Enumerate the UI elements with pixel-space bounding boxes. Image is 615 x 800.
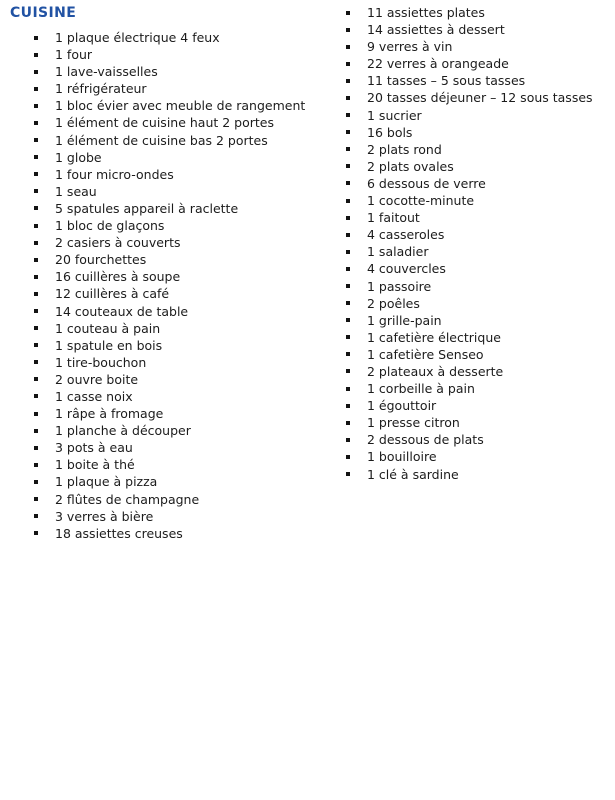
list-item [322,4,612,21]
item-label: 1 bloc évier avec meuble de rangement [55,98,306,114]
item-label: 1 couteau à pain [55,320,161,336]
item-label: 1 faitout [367,210,420,226]
list-item [10,439,325,456]
list-item [322,141,612,158]
list-item [322,431,612,448]
item-label: 16 bols [367,124,413,140]
list-item [10,422,325,439]
inventory-list-left [10,29,325,542]
list-item [322,329,612,346]
item-label: 5 spatules appareil à raclette [55,200,239,216]
square-bullet-icon [346,147,350,151]
item-label: 2 plateaux à desserte [367,363,504,379]
item-label: 1 corbeille à pain [367,381,475,397]
item-label: 2 plats rond [367,141,442,157]
square-bullet-icon [34,377,38,381]
square-bullet-icon [34,446,38,450]
item-label: 14 couteaux de table [55,303,189,319]
list-item [10,268,325,285]
square-bullet-icon [34,275,38,279]
item-label: 14 assiettes à dessert [367,22,505,38]
item-label: 1 élément de cuisine bas 2 portes [55,132,268,148]
list-item [10,303,325,320]
list-item [10,149,325,166]
item-label: 1 cafetière Senseo [367,346,484,362]
item-label: 6 dessous de verre [367,175,486,191]
square-bullet-icon [34,514,38,518]
square-bullet-icon [346,233,350,237]
item-label: 1 lave-vaisselles [55,64,158,80]
square-bullet-icon [346,79,350,83]
item-label: 1 tire-bouchon [55,354,147,370]
list-item [322,278,612,295]
inventory-list-right [322,4,612,483]
list-item [322,124,612,141]
square-bullet-icon [34,121,38,125]
list-item [322,55,612,72]
square-bullet-icon [346,130,350,134]
list-item [10,371,325,388]
list-item [10,491,325,508]
square-bullet-icon [34,360,38,364]
list-item [322,72,612,89]
square-bullet-icon [346,164,350,168]
item-label: 1 clé à sardine [367,466,459,482]
square-bullet-icon [34,531,38,535]
item-label: 11 assiettes plates [367,5,485,20]
item-label: 2 dessous de plats [367,432,484,448]
square-bullet-icon [34,343,38,347]
list-item [322,175,612,192]
square-bullet-icon [346,199,350,203]
list-item [10,508,325,525]
square-bullet-icon [346,11,350,15]
item-label: 3 pots à eau [55,440,133,456]
item-label: 20 tasses déjeuner – 12 sous tasses [367,90,593,106]
list-item [10,525,325,542]
square-bullet-icon [34,497,38,501]
item-label: 1 casse noix [55,388,133,404]
square-bullet-icon [34,224,38,228]
item-label: 1 élément de cuisine haut 2 portes [55,115,275,131]
list-item [10,63,325,80]
list-item [322,397,612,414]
square-bullet-icon [34,87,38,91]
column-left [10,4,325,542]
list-item [322,466,612,483]
list-item [10,29,325,46]
list-item [10,337,325,354]
square-bullet-icon [346,181,350,185]
item-label: 2 flûtes de champagne [55,491,200,507]
item-label: 1 réfrigérateur [55,81,147,97]
list-item [10,473,325,490]
item-label: 12 cuillères à café [55,286,170,302]
square-bullet-icon [34,241,38,245]
list-item [322,260,612,277]
list-item [10,405,325,422]
square-bullet-icon [34,155,38,159]
list-item [10,354,325,371]
item-label: 1 égouttoir [367,398,437,414]
square-bullet-icon [346,455,350,459]
square-bullet-icon [346,62,350,66]
list-item [10,217,325,234]
item-label: 1 passoire [367,278,432,294]
item-label: 2 plats ovales [367,158,454,174]
square-bullet-icon [34,412,38,416]
item-label: 1 bouilloire [367,449,437,465]
square-bullet-icon [346,301,350,305]
square-bullet-icon [346,250,350,254]
list-item [322,414,612,431]
square-bullet-icon [346,387,350,391]
item-label: 1 seau [55,183,97,199]
item-label: 1 planche à découper [55,423,191,439]
item-label: 1 plaque à pizza [55,474,158,490]
item-label: 1 cafetière électrique [367,329,501,345]
square-bullet-icon [346,472,350,476]
list-item [322,295,612,312]
list-item [322,346,612,363]
list-item [10,456,325,473]
item-label: 1 saladier [367,244,429,260]
item-label: 1 grille-pain [367,312,442,328]
list-item [10,132,325,149]
square-bullet-icon [34,480,38,484]
square-bullet-icon [34,189,38,193]
item-label: 4 couvercles [367,261,446,277]
list-item [10,251,325,268]
square-bullet-icon [346,335,350,339]
item-label: 1 cocotte-minute [367,193,475,209]
square-bullet-icon [346,404,350,408]
item-label: 1 boite à thé [55,457,135,473]
square-bullet-icon [34,138,38,142]
list-item [322,312,612,329]
square-bullet-icon [346,284,350,288]
list-item [10,46,325,63]
item-label: 1 spatule en bois [55,337,163,353]
list-item [10,183,325,200]
list-item [322,107,612,124]
square-bullet-icon [34,463,38,467]
square-bullet-icon [346,369,350,373]
list-item [322,158,612,175]
list-item [10,200,325,217]
square-bullet-icon [346,352,350,356]
item-label: 1 presse citron [367,415,460,431]
list-item [322,209,612,226]
square-bullet-icon [346,267,350,271]
item-label: 16 cuillères à soupe [55,269,181,285]
list-item [322,21,612,38]
square-bullet-icon [346,318,350,322]
square-bullet-icon [34,104,38,108]
item-label: 1 râpe à fromage [55,406,164,422]
square-bullet-icon [346,45,350,49]
item-label: 2 casiers à couverts [55,235,181,251]
list-item [10,80,325,97]
list-item [322,38,612,55]
column-right [322,4,612,483]
list-item [322,243,612,260]
list-item [322,89,612,106]
list-item [10,285,325,302]
item-label: 1 four micro-ondes [55,166,174,182]
square-bullet-icon [34,326,38,330]
square-bullet-icon [346,421,350,425]
item-label: 1 bloc de glaçons [55,218,165,234]
list-item [10,97,325,114]
square-bullet-icon [34,206,38,210]
square-bullet-icon [34,258,38,262]
square-bullet-icon [34,394,38,398]
item-label: 18 assiettes creuses [55,525,183,541]
square-bullet-icon [34,36,38,40]
square-bullet-icon [346,28,350,32]
item-label: 1 globe [55,149,102,165]
item-label: 1 plaque électrique 4 feux [55,30,220,45]
list-item [10,388,325,405]
square-bullet-icon [34,70,38,74]
item-label: 11 tasses – 5 sous tasses [367,73,526,89]
square-bullet-icon [34,172,38,176]
page-title: CUISINE [10,5,77,21]
square-bullet-icon [346,216,350,220]
list-item [10,320,325,337]
item-label: 3 verres à bière [55,508,154,524]
item-label: 1 four [55,47,93,63]
item-label: 2 poêles [367,295,420,311]
square-bullet-icon [346,113,350,117]
list-item [10,114,325,131]
item-label: 22 verres à orangeade [367,56,509,72]
list-item [322,363,612,380]
item-label: 1 sucrier [367,107,422,123]
list-item [322,226,612,243]
list-item [10,234,325,251]
item-label: 20 fourchettes [55,252,147,268]
item-label: 4 casseroles [367,227,445,243]
list-item [322,448,612,465]
list-item [322,380,612,397]
item-label: 9 verres à vin [367,39,453,55]
square-bullet-icon [346,96,350,100]
square-bullet-icon [34,53,38,57]
item-label: 2 ouvre boite [55,371,139,387]
square-bullet-icon [34,292,38,296]
list-item [322,192,612,209]
square-bullet-icon [34,309,38,313]
list-item [10,166,325,183]
square-bullet-icon [34,429,38,433]
square-bullet-icon [346,438,350,442]
